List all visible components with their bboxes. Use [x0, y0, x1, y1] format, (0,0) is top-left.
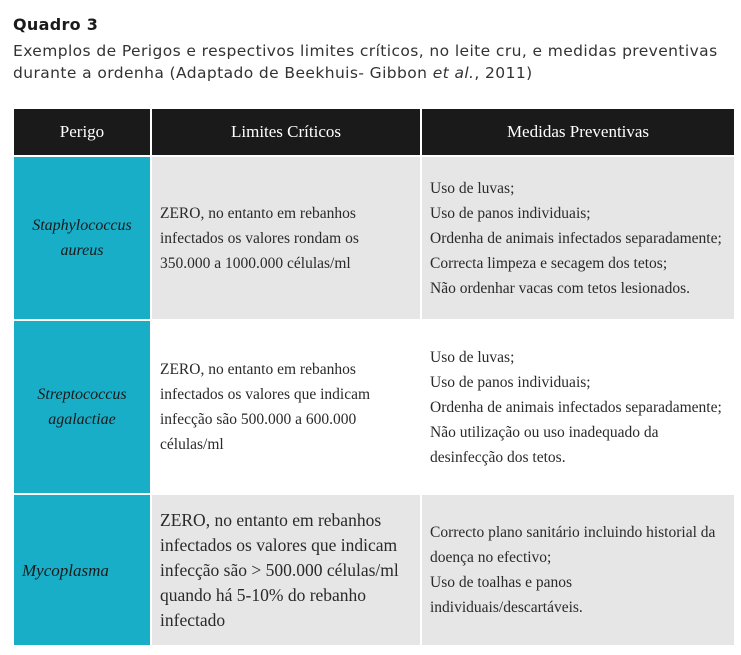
limit-cell: ZERO, no entanto em rebanhos infectados os valores que indicam infecção são > 500.000 células/ml quando há 5-10% do rebanho infectado — [151, 494, 421, 645]
measure-item: Uso de panos individuais; — [430, 204, 591, 222]
header-perigo: Perigo — [14, 109, 151, 156]
hazards-table — [14, 109, 734, 645]
measure-item: Ordenha de animais infectados separadamente; — [430, 398, 722, 416]
measures-cell — [421, 494, 734, 645]
hazard-cell: Streptococcus agalactiae — [14, 320, 151, 494]
caption-year: , 2011) — [474, 64, 533, 82]
measures-cell — [421, 156, 734, 320]
limit-cell: ZERO, no entanto em rebanhos infectados os valores rondam os 350.000 a 1000.000 células/ml — [151, 156, 421, 320]
header-limites-criticos: Limites Críticos — [151, 109, 421, 156]
table-row — [14, 494, 734, 645]
hazard-cell: Staphylococcus aureus — [14, 156, 151, 320]
measure-item: Correcta limpeza e secagem dos tetos; — [430, 254, 668, 272]
measure-item: Correcto plano sanitário incluindo historial da doença no efectivo; — [430, 524, 716, 566]
hazard-cell: Mycoplasma — [14, 494, 151, 645]
header-medidas-preventivas: Medidas Preventivas — [421, 109, 734, 156]
measure-item: Uso de toalhas e panos individuais/descartáveis. — [430, 574, 583, 616]
measure-item: Uso de luvas; — [430, 179, 515, 197]
limit-cell: ZERO, no entanto em rebanhos infectados os valores que indicam infecção são 500.000 a 600.000 células/ml — [151, 320, 421, 494]
measure-item: Não utilização ou uso inadequado da desinfecção dos tetos. — [430, 423, 659, 466]
caption-et-al: et al. — [432, 64, 475, 82]
table-header-row — [14, 109, 734, 156]
measure-item: Uso de luvas; — [430, 348, 515, 366]
table-heading — [13, 15, 733, 84]
measure-item: Não ordenhar vacas com tetos lesionados. — [430, 279, 690, 297]
measures-cell — [421, 320, 734, 494]
measure-item: Uso de panos individuais; — [430, 373, 591, 391]
table-row — [14, 156, 734, 320]
table-row — [14, 320, 734, 494]
measure-item: Ordenha de animais infectados separadamente; — [430, 229, 722, 247]
table-title: Quadro 3 — [13, 15, 99, 34]
table-caption — [13, 40, 733, 84]
caption-text: Exemplos de Perigos e respectivos limites críticos, no leite cru, e medidas preventivas durante a ordenha (Adaptado de Beekhuis- Gibbon — [13, 42, 718, 82]
